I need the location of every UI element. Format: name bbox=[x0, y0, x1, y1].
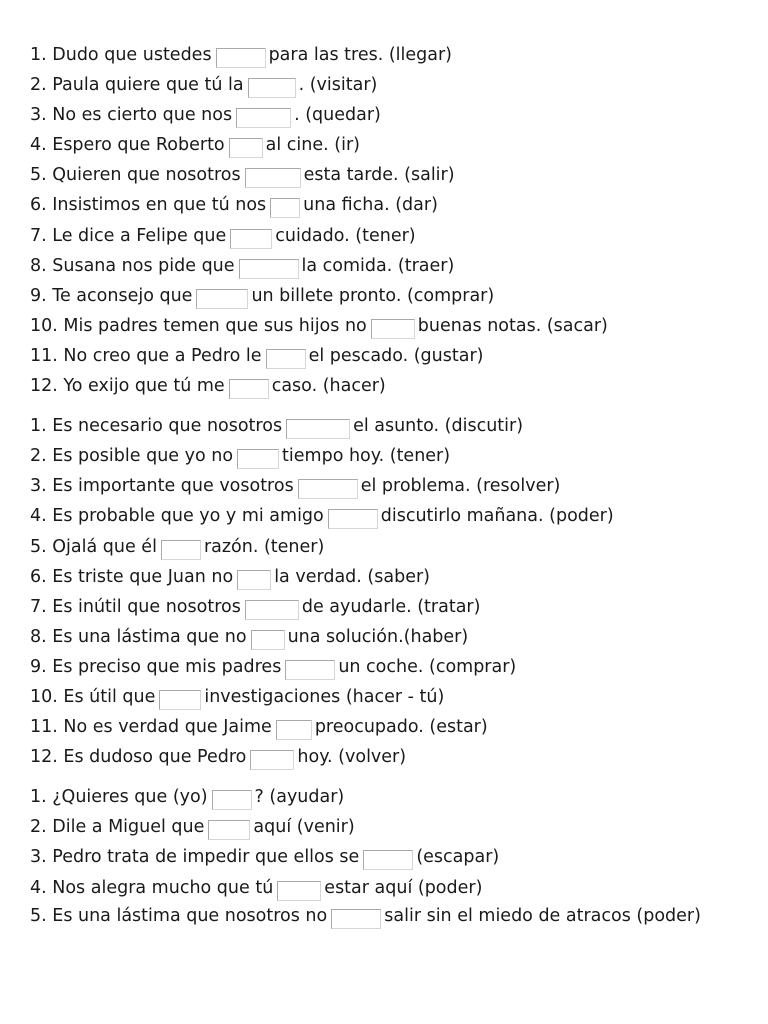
exercise-section-3 bbox=[30, 782, 750, 929]
item-hint-text: la comida. (traer) bbox=[301, 255, 455, 276]
item-prompt-text: 4. Es probable que yo y mi amigo bbox=[30, 506, 324, 527]
worksheet bbox=[30, 40, 750, 940]
answer-blank-input[interactable] bbox=[245, 168, 301, 188]
exercise-item bbox=[30, 160, 750, 190]
item-hint-text: estar aquí (poder) bbox=[324, 877, 483, 898]
exercise-item bbox=[30, 501, 750, 531]
exercise-item bbox=[30, 532, 750, 562]
answer-blank-input[interactable] bbox=[285, 660, 335, 680]
exercise-item bbox=[30, 251, 750, 281]
answer-blank-input[interactable] bbox=[159, 690, 201, 710]
answer-blank-input[interactable] bbox=[251, 630, 285, 650]
answer-blank-input[interactable] bbox=[237, 449, 279, 469]
item-prompt-text: 5. Quieren que nosotros bbox=[30, 165, 241, 186]
item-prompt-text: 6. Insistimos en que tú nos bbox=[30, 195, 267, 216]
exercise-item bbox=[30, 411, 750, 441]
answer-blank-input[interactable] bbox=[250, 750, 294, 770]
item-prompt-text: 9. Es preciso que mis padres bbox=[30, 656, 282, 677]
answer-blank-input[interactable] bbox=[328, 509, 378, 529]
item-prompt-text: 7. Es inútil que nosotros bbox=[30, 596, 241, 617]
item-prompt-text: 9. Te aconsejo que bbox=[30, 285, 193, 306]
item-prompt-text: 8. Es una lástima que no bbox=[30, 626, 247, 647]
answer-blank-input[interactable] bbox=[277, 881, 321, 901]
exercise-section-1 bbox=[30, 40, 750, 401]
item-hint-text: un billete pronto. (comprar) bbox=[251, 285, 495, 306]
exercise-item bbox=[30, 842, 750, 872]
exercise-item bbox=[30, 712, 750, 742]
answer-blank-input[interactable] bbox=[229, 138, 263, 158]
item-hint-text: discutirlo mañana. (poder) bbox=[380, 506, 614, 527]
item-prompt-text: 12. Es dudoso que Pedro bbox=[30, 747, 247, 768]
answer-blank-input[interactable] bbox=[229, 379, 269, 399]
item-prompt-text: 7. Le dice a Felipe que bbox=[30, 225, 227, 246]
item-hint-text: razón. (tener) bbox=[203, 536, 325, 557]
item-prompt-text: 10. Mis padres temen que sus hijos no bbox=[30, 315, 367, 336]
item-hint-text: el pescado. (gustar) bbox=[308, 345, 484, 366]
item-prompt-text: 3. Pedro trata de impedir que ellos se bbox=[30, 847, 360, 868]
answer-blank-input[interactable] bbox=[286, 419, 350, 439]
item-hint-text: . (quedar) bbox=[294, 105, 381, 126]
answer-blank-input[interactable] bbox=[266, 349, 306, 369]
exercise-item bbox=[30, 622, 750, 652]
item-hint-text: (escapar) bbox=[416, 847, 500, 868]
answer-blank-input[interactable] bbox=[230, 229, 272, 249]
exercise-item bbox=[30, 40, 750, 70]
answer-blank-input[interactable] bbox=[216, 48, 266, 68]
answer-blank-input[interactable] bbox=[371, 319, 415, 339]
item-prompt-text: 6. Es triste que Juan no bbox=[30, 566, 234, 587]
item-hint-text: una ficha. (dar) bbox=[303, 195, 438, 216]
exercise-item bbox=[30, 812, 750, 842]
item-prompt-text: 5. Ojalá que él bbox=[30, 536, 157, 557]
item-hint-text: la verdad. (saber) bbox=[274, 566, 430, 587]
exercise-item bbox=[30, 742, 750, 772]
exercise-item bbox=[30, 441, 750, 471]
item-hint-text: cuidado. (tener) bbox=[275, 225, 416, 246]
item-prompt-text: 4. Espero que Roberto bbox=[30, 135, 225, 156]
item-prompt-text: 2. Paula quiere que tú la bbox=[30, 75, 244, 96]
item-hint-text: investigaciones (hacer - tú) bbox=[204, 686, 445, 707]
item-hint-text: tiempo hoy. (tener) bbox=[282, 446, 451, 467]
item-hint-text: al cine. (ir) bbox=[265, 135, 360, 156]
item-prompt-text: 1. ¿Quieres que (yo) bbox=[30, 787, 208, 808]
exercise-item bbox=[30, 652, 750, 682]
exercise-item bbox=[30, 562, 750, 592]
exercise-item bbox=[30, 190, 750, 220]
answer-blank-input[interactable] bbox=[248, 78, 296, 98]
answer-blank-input[interactable] bbox=[239, 259, 299, 279]
exercise-item bbox=[30, 873, 750, 903]
answer-blank-input[interactable] bbox=[276, 720, 312, 740]
exercise-item bbox=[30, 471, 750, 501]
answer-blank-input[interactable] bbox=[270, 198, 300, 218]
item-hint-text: un coche. (comprar) bbox=[338, 656, 517, 677]
answer-blank-input[interactable] bbox=[363, 850, 413, 870]
item-hint-text: preocupado. (estar) bbox=[314, 717, 488, 738]
item-hint-text: de ayudarle. (tratar) bbox=[301, 596, 481, 617]
item-prompt-text: 1. Es necesario que nosotros bbox=[30, 416, 283, 437]
exercise-item bbox=[30, 130, 750, 160]
exercise-item bbox=[30, 903, 750, 930]
answer-blank-input[interactable] bbox=[236, 108, 291, 128]
item-hint-text: el asunto. (discutir) bbox=[353, 416, 524, 437]
item-prompt-text: 11. No es verdad que Jaime bbox=[30, 717, 272, 738]
answer-blank-input[interactable] bbox=[237, 570, 271, 590]
item-prompt-text: 3. No es cierto que nos bbox=[30, 105, 233, 126]
answer-blank-input[interactable] bbox=[161, 540, 201, 560]
answer-blank-input[interactable] bbox=[196, 289, 248, 309]
item-hint-text: salir sin el miedo de atracos (poder) bbox=[384, 905, 701, 926]
exercise-item bbox=[30, 592, 750, 622]
item-hint-text: . (visitar) bbox=[298, 75, 378, 96]
item-prompt-text: 4. Nos alegra mucho que tú bbox=[30, 877, 274, 898]
exercise-section-2 bbox=[30, 411, 750, 772]
item-hint-text: aquí (venir) bbox=[253, 817, 355, 838]
exercise-item bbox=[30, 341, 750, 371]
exercise-item bbox=[30, 221, 750, 251]
exercise-item bbox=[30, 371, 750, 401]
answer-blank-input[interactable] bbox=[331, 909, 381, 929]
answer-blank-input[interactable] bbox=[212, 790, 252, 810]
answer-blank-input[interactable] bbox=[208, 820, 250, 840]
exercise-item bbox=[30, 682, 750, 712]
item-hint-text: buenas notas. (sacar) bbox=[417, 315, 608, 336]
exercise-item bbox=[30, 782, 750, 812]
item-hint-text: esta tarde. (salir) bbox=[303, 165, 455, 186]
item-prompt-text: 2. Dile a Miguel que bbox=[30, 817, 205, 838]
item-hint-text: una solución.(haber) bbox=[287, 626, 469, 647]
exercise-item bbox=[30, 70, 750, 100]
answer-blank-input[interactable] bbox=[245, 600, 299, 620]
item-hint-text: caso. (hacer) bbox=[271, 376, 386, 397]
item-prompt-text: 12. Yo exijo que tú me bbox=[30, 376, 225, 397]
item-prompt-text: 11. No creo que a Pedro le bbox=[30, 345, 262, 366]
exercise-item bbox=[30, 281, 750, 311]
item-hint-text: para las tres. (llegar) bbox=[268, 45, 452, 65]
item-hint-text: hoy. (volver) bbox=[297, 747, 407, 768]
exercise-item bbox=[30, 100, 750, 130]
item-prompt-text: 1. Dudo que ustedes bbox=[30, 45, 212, 65]
exercise-item bbox=[30, 311, 750, 341]
item-prompt-text: 2. Es posible que yo no bbox=[30, 446, 234, 467]
item-hint-text: ? (ayudar) bbox=[254, 787, 345, 808]
answer-blank-input[interactable] bbox=[298, 479, 358, 499]
item-prompt-text: 10. Es útil que bbox=[30, 686, 156, 707]
item-prompt-text: 3. Es importante que vosotros bbox=[30, 476, 294, 497]
item-prompt-text: 8. Susana nos pide que bbox=[30, 255, 235, 276]
item-hint-text: el problema. (resolver) bbox=[360, 476, 561, 497]
item-prompt-text: 5. Es una lástima que nosotros no bbox=[30, 905, 328, 926]
